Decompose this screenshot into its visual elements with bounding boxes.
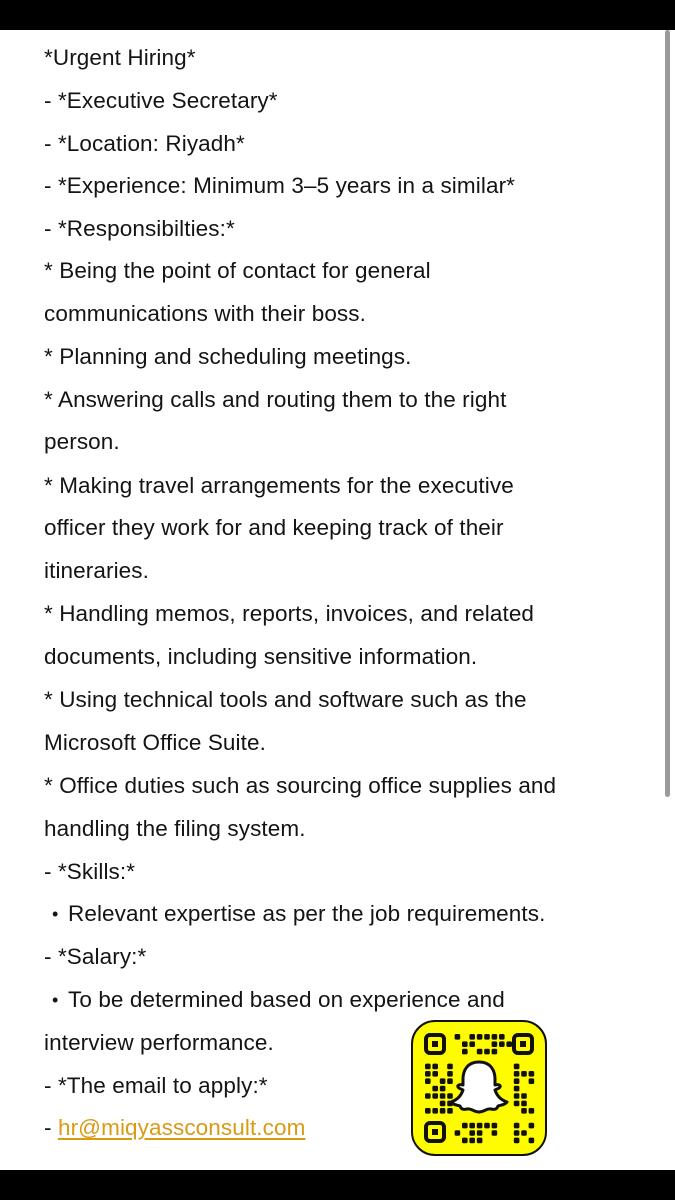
snapcode-dot xyxy=(506,1041,512,1047)
snapcode-dot xyxy=(440,1086,446,1092)
snapcode-dot xyxy=(514,1130,520,1136)
snapcode-dot xyxy=(447,1064,453,1070)
text-line: officer they work for and keeping track of their xyxy=(44,515,504,540)
snapcode-dot xyxy=(447,1093,453,1099)
text-line: - *Location: Riyadh* xyxy=(44,131,245,156)
snapcode-dot xyxy=(477,1130,483,1136)
snapcode-dot xyxy=(477,1034,483,1040)
email-prefix: - xyxy=(44,1115,58,1140)
snapcode-dot xyxy=(521,1130,527,1136)
text-line: - *Experience: Minimum 3–5 years in a similar* xyxy=(44,173,516,198)
snapcode-dot xyxy=(447,1108,453,1114)
bullet-line xyxy=(52,899,545,929)
text-line: - *The email to apply:* xyxy=(44,1073,268,1098)
snapcode-dot xyxy=(492,1130,498,1136)
snapcode-dot xyxy=(499,1034,505,1040)
text-line: documents, including sensitive information. xyxy=(44,644,478,669)
snapcode-dot xyxy=(425,1078,431,1084)
snapcode-dot xyxy=(440,1093,446,1099)
text-note-page xyxy=(0,30,675,1170)
snapcode-dot xyxy=(455,1130,461,1136)
snapcode-dot xyxy=(499,1041,505,1047)
snapcode-dot xyxy=(514,1078,520,1084)
top-black-bar xyxy=(0,0,675,30)
text-line: * Using technical tools and software such as the xyxy=(44,687,527,712)
bullet-icon: • xyxy=(52,904,59,924)
snapcode-dot xyxy=(462,1041,468,1047)
snapcode-dot xyxy=(492,1034,498,1040)
text-line: handling the filing system. xyxy=(44,816,306,841)
text-line: * Planning and scheduling meetings. xyxy=(44,344,412,369)
text-line: - *Skills:* xyxy=(44,859,136,884)
email-line xyxy=(44,1113,305,1143)
snapcode-dot xyxy=(462,1138,468,1144)
snapcode-dot xyxy=(432,1093,438,1099)
text-line: * Answering calls and routing them to the right xyxy=(44,387,507,412)
snapcode-dot xyxy=(425,1108,431,1114)
text-line: * Office duties such as sourcing office supplies and xyxy=(44,773,557,798)
snapcode-dot xyxy=(529,1071,535,1077)
snapcode-dot xyxy=(469,1034,475,1040)
snapcode-dot xyxy=(514,1093,520,1099)
snapcode-dot xyxy=(440,1101,446,1107)
snapcode-dot xyxy=(484,1049,490,1055)
snapcode-dot xyxy=(529,1108,535,1114)
snapcode-dot xyxy=(432,1064,438,1070)
text-line: - *Salary:* xyxy=(44,944,147,969)
snapcode-graphic xyxy=(413,1022,545,1154)
snapcode-dot xyxy=(477,1123,483,1129)
text-line: Microsoft Office Suite. xyxy=(44,730,266,755)
snapcode-dot xyxy=(484,1123,490,1129)
snapcode-dot xyxy=(455,1034,461,1040)
snapcode-dot xyxy=(514,1071,520,1077)
snapcode-dot xyxy=(447,1078,453,1084)
snapcode-dot xyxy=(521,1071,527,1077)
text-line: * Being the point of contact for general xyxy=(44,258,431,283)
snapcode-dot xyxy=(484,1034,490,1040)
text-line: *Urgent Hiring* xyxy=(44,45,196,70)
bullet-icon: • xyxy=(52,990,59,1010)
email-link[interactable]: hr@miqyassconsult.com xyxy=(57,1115,306,1140)
snapcode-dot xyxy=(477,1138,483,1144)
snapcode-dot xyxy=(432,1071,438,1077)
snapcode-dot xyxy=(425,1071,431,1077)
snapcode-dot xyxy=(440,1078,446,1084)
snapcode-dot xyxy=(529,1138,535,1144)
snapcode-dot xyxy=(469,1123,475,1129)
text-line: Relevant expertise as per the job requirements. xyxy=(68,901,546,926)
snapcode-dot xyxy=(469,1041,475,1047)
snapcode-dot xyxy=(477,1049,483,1055)
text-line: * Making travel arrangements for the executive xyxy=(44,473,514,498)
text-line: - *Responsibilties:* xyxy=(44,216,235,241)
snapcode-dot xyxy=(462,1049,468,1055)
snapcode-dot xyxy=(432,1086,438,1092)
snapcode-dot xyxy=(469,1138,475,1144)
snapcode-dot xyxy=(521,1101,527,1107)
snapcode-dot xyxy=(514,1123,520,1129)
snapcode-dot xyxy=(425,1093,431,1099)
snapcode-dot xyxy=(447,1071,453,1077)
snapcode-dot xyxy=(492,1049,498,1055)
bullet-line xyxy=(52,985,505,1015)
snapcode-dot xyxy=(521,1093,527,1099)
snapchat-ghost-qr-icon xyxy=(411,1020,547,1156)
snapcode-dot xyxy=(514,1086,520,1092)
snapcode-dot xyxy=(469,1130,475,1136)
snapcode-dot xyxy=(514,1101,520,1107)
snapcode-dot xyxy=(440,1108,446,1114)
text-line: person. xyxy=(44,429,120,454)
snapcode-dot xyxy=(514,1064,520,1070)
text-line: itineraries. xyxy=(44,558,149,583)
scrollbar-thumb[interactable] xyxy=(665,30,670,797)
snapcode-dot xyxy=(432,1108,438,1114)
snapcode-dot xyxy=(521,1108,527,1114)
text-line: communications with their boss. xyxy=(44,301,366,326)
snapcode-dot xyxy=(529,1078,535,1084)
text-line: * Handling memos, reports, invoices, and related xyxy=(44,601,535,626)
snapcode-dot xyxy=(462,1123,468,1129)
snapcode-dot xyxy=(492,1123,498,1129)
snapcode-dot xyxy=(529,1123,535,1129)
text-line: - *Executive Secretary* xyxy=(44,88,278,113)
snapcode-dot xyxy=(492,1041,498,1047)
ghost-shape xyxy=(451,1062,507,1112)
snapcode-dot xyxy=(425,1064,431,1070)
snapcode-dot xyxy=(514,1138,520,1144)
text-line: interview performance. xyxy=(44,1030,274,1055)
bottom-black-bar xyxy=(0,1170,675,1200)
text-line: To be determined based on experience and xyxy=(68,987,505,1012)
